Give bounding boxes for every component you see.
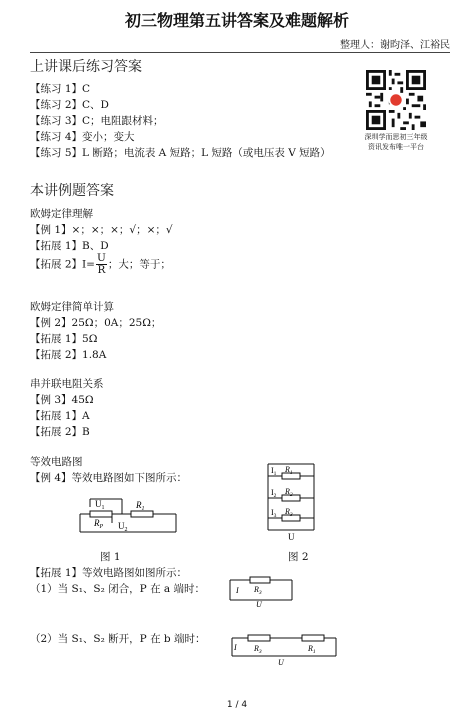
label-r1: $R_1$: [308, 644, 316, 655]
label-r1: $R_1$: [136, 500, 145, 512]
header-rule: [30, 52, 450, 53]
label-i: I: [236, 586, 239, 595]
extension-answer: 【拓展 1】B、D: [30, 240, 109, 252]
label-r1: $R_1$: [285, 465, 293, 476]
qr-code-image: [366, 70, 426, 130]
qr-caption: 深圳学而思初三年级 资讯发布唯一平台: [364, 133, 428, 151]
circuit-figure-4: [228, 632, 340, 668]
subsection-title: 等效电路图: [30, 456, 83, 468]
label-i3: $I_3$: [271, 508, 277, 519]
case-label: （1）当 S₁、S₂ 闭合，P 在 a 端时：: [30, 583, 205, 595]
extension-answer: 【拓展 1】等效电路图如图所示：: [30, 567, 188, 579]
circuit-figure-1: [76, 496, 186, 536]
extension-answer: 【拓展 1】A: [30, 410, 90, 422]
exercise-answer: 【练习 2】C、D: [30, 99, 109, 111]
label-i: I: [234, 643, 237, 652]
extension-answer: 【拓展 2】1.8A: [30, 349, 107, 361]
figure-caption: 图 2: [288, 551, 309, 563]
extension-answer-formula: 【拓展 2】I= $\frac{U}{R}$ ；大；等于；: [30, 252, 171, 276]
exercise-answer: 【练习 5】L 断路；电流表 A 短路；L 短路（或电压表 V 短路）: [30, 147, 331, 159]
label-r3: $R_3$: [254, 585, 262, 596]
label-u1: $U_1$: [95, 499, 105, 511]
example-answer: 【例 2】25Ω；0A；25Ω；: [30, 317, 162, 329]
page-title: 初三物理第五讲答案及难题解析: [124, 11, 349, 30]
subsection-title: 欧姆定律简单计算: [30, 301, 114, 313]
label-i1: $I_1$: [271, 466, 277, 477]
label-u: U: [278, 658, 284, 667]
label-u: U: [256, 600, 262, 609]
example-answer: 【例 3】45Ω: [30, 394, 94, 406]
section-heading-review: 上讲课后练习答案: [30, 59, 142, 75]
extension-answer: 【拓展 1】5Ω: [30, 333, 98, 345]
case-label: （2）当 S₁、S₂ 断开，P 在 b 端时：: [30, 633, 206, 645]
label-rp: $R_P$: [94, 518, 104, 530]
fraction: $\frac{U}{R}$: [96, 252, 106, 276]
label-i2: $I_2$: [271, 488, 277, 499]
label-u2: $U_2$: [118, 521, 128, 533]
circuit-figure-3: [226, 576, 298, 610]
exercise-answer: 【练习 1】C: [30, 83, 91, 95]
exercise-answer: 【练习 3】C；电阻跟材料；: [30, 115, 164, 127]
section-heading-examples: 本讲例题答案: [30, 183, 114, 199]
subsection-title: 欧姆定律理解: [30, 208, 93, 220]
subsection-title: 串并联电阻关系: [30, 378, 104, 390]
label-r3: $R_3$: [285, 507, 293, 518]
example-answer: 【例 1】×；×；×；√；×；√: [30, 224, 173, 236]
figure-caption: 图 1: [100, 551, 121, 563]
example-answer: 【例 4】等效电路图如下图所示：: [30, 472, 188, 484]
label-r2: $R_2$: [285, 487, 293, 498]
label-r3: $R_3$: [254, 644, 262, 655]
label-u: U: [288, 532, 295, 542]
exercise-answer: 【练习 4】变小；变大: [30, 131, 135, 143]
extension-answer: 【拓展 2】B: [30, 426, 90, 438]
circuit-figure-2: [262, 458, 324, 546]
page-number: 1 / 4: [226, 700, 248, 710]
editor-credit: 整理人：谢昀泽、江裕民: [340, 40, 450, 51]
